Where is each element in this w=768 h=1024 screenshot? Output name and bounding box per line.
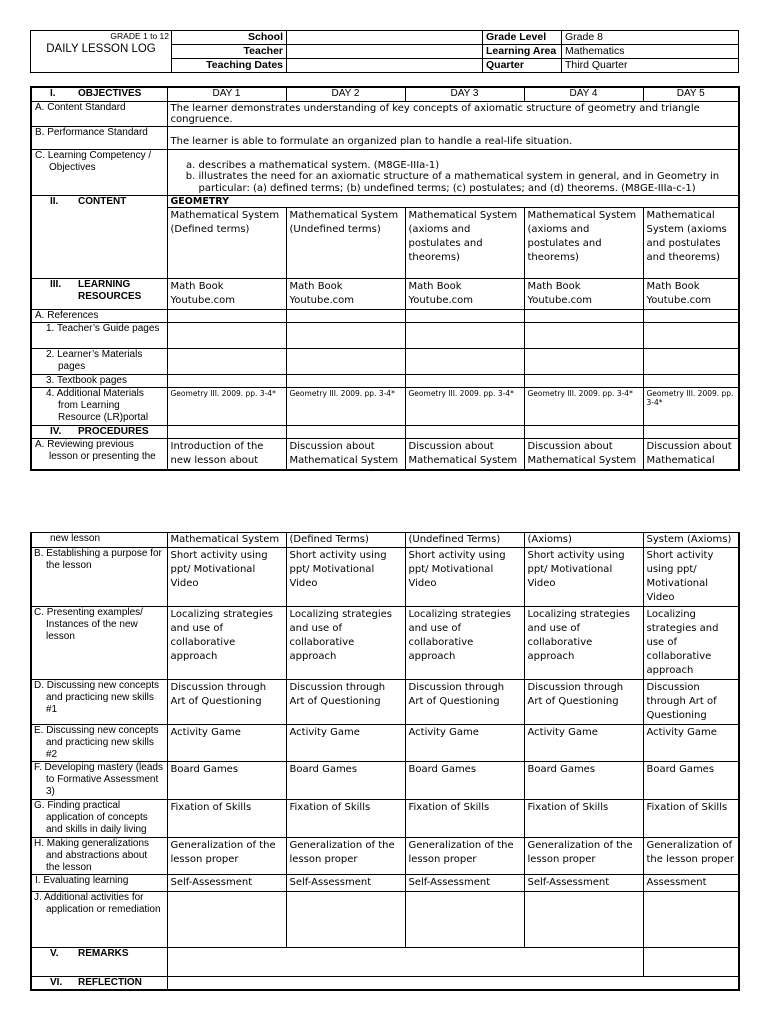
procedure-f-label: F. Developing mastery (leads to Formative Assessment 3) — [31, 762, 167, 800]
learning-area-value: Mathematics — [562, 45, 739, 59]
tg-cell[interactable] — [167, 322, 286, 348]
teacher-label: Teacher — [172, 45, 287, 59]
procedure-h-day: Generalization of the lesson proper — [405, 838, 524, 875]
day-header: DAY 5 — [643, 87, 739, 101]
additional-materials-day: Geometry III. 2009. pp. 3-4* — [405, 387, 524, 425]
resources-day — [286, 278, 405, 309]
procedure-a-day: Discussion about Mathematical System — [405, 438, 524, 470]
remarks-field[interactable] — [167, 948, 643, 977]
content-day: Mathematical System (axioms and postulates and theorems) — [405, 207, 524, 278]
procedure-e-day: Activity Game — [286, 725, 405, 762]
objectives-num: I. — [50, 88, 56, 99]
procedure-j-label: J. Additional activities for application or remediation — [31, 892, 167, 948]
reflection-title: REFLECTION — [78, 977, 142, 988]
procedure-b-day: Short activity using ppt/ Motivational Video — [643, 548, 739, 607]
references-cell[interactable] — [524, 309, 643, 322]
resource-youtube: Youtube.com — [527, 294, 593, 306]
resource-math-book: Math Book — [289, 280, 343, 292]
procedure-a-cont: Mathematical System — [167, 533, 286, 548]
learning-area-label: Learning Area — [483, 45, 562, 59]
reflection-heading — [31, 977, 167, 991]
dates-field[interactable] — [287, 59, 483, 73]
procedure-g-day: Fixation of Skills — [643, 800, 739, 838]
procedure-a-cont: (Axioms) — [524, 533, 643, 548]
resources-num: III. — [50, 278, 62, 290]
header-title-cell — [31, 31, 172, 73]
procedure-g-label: G. Finding practical application of concepts and skills in daily living — [31, 800, 167, 838]
textbook-cell[interactable] — [286, 374, 405, 387]
resource-math-book: Math Book — [408, 280, 462, 292]
lm-label: 2. Learner’s Materials pages — [31, 348, 167, 374]
procedure-b-label: B. Establishing a purpose for the lesson — [31, 548, 167, 607]
reflection-field[interactable] — [167, 977, 739, 991]
procedures-cell — [524, 425, 643, 438]
lm-cell[interactable] — [286, 348, 405, 374]
page-title: DAILY LESSON LOG — [46, 43, 156, 55]
day-header: DAY 4 — [524, 87, 643, 101]
procedure-i-day: Assessment — [643, 875, 739, 892]
procedures-cell — [286, 425, 405, 438]
procedure-e-day: Activity Game — [524, 725, 643, 762]
resource-youtube: Youtube.com — [170, 294, 236, 306]
competency-list-cell — [167, 149, 739, 195]
procedure-i-label: I. Evaluating learning — [31, 875, 167, 892]
tg-cell[interactable] — [524, 322, 643, 348]
performance-standard-label: B. Performance Standard — [31, 126, 167, 149]
resource-youtube: Youtube.com — [289, 294, 355, 306]
procedure-e-label: E. Discussing new concepts and practicing new skills #2 — [31, 725, 167, 762]
procedure-a-line3: new lesson — [31, 533, 167, 548]
procedure-j-cell[interactable] — [405, 892, 524, 948]
lm-cell[interactable] — [524, 348, 643, 374]
grade-range: GRADE 1 to 12 — [110, 31, 169, 41]
content-title: CONTENT — [78, 195, 127, 207]
procedure-e-day: Activity Game — [167, 725, 286, 762]
procedure-i-day: Self-Assessment — [524, 875, 643, 892]
performance-standard-text: The learner is able to formulate an organized plan to handle a real-life situation. — [167, 126, 739, 149]
references-cell[interactable] — [405, 309, 524, 322]
procedure-a-day: Discussion about Mathematical System — [286, 438, 405, 470]
procedures-num: IV. — [50, 425, 62, 437]
resource-youtube: Youtube.com — [408, 294, 474, 306]
tg-cell[interactable] — [405, 322, 524, 348]
resources-day — [643, 278, 739, 309]
procedure-i-day: Self-Assessment — [167, 875, 286, 892]
school-label: School — [172, 31, 287, 45]
resources-day — [167, 278, 286, 309]
procedure-a-label — [31, 438, 167, 470]
procedure-f-day: Board Games — [405, 762, 524, 800]
procedures-heading — [31, 425, 167, 438]
procedures-title: PROCEDURES — [78, 425, 149, 437]
procedure-g-day: Fixation of Skills — [405, 800, 524, 838]
procedure-d-day: Discussion through Art of Questioning — [405, 680, 524, 725]
procedure-a-cont: (Defined Terms) — [286, 533, 405, 548]
additional-materials-day: Geometry III. 2009. pp. 3-4* — [524, 387, 643, 425]
resources-day — [405, 278, 524, 309]
procedure-b-day: Short activity using ppt/ Motivational Video — [167, 548, 286, 607]
textbook-cell[interactable] — [643, 374, 739, 387]
header-table — [30, 30, 739, 73]
grade-level-value: Grade 8 — [562, 31, 739, 45]
procedure-a-line1: A. Reviewing previous — [35, 438, 134, 450]
resource-math-book: Math Book — [170, 280, 224, 292]
lesson-table-page-2 — [30, 532, 740, 991]
competency-label-line2: Objectives — [49, 161, 96, 173]
lm-cell[interactable] — [167, 348, 286, 374]
procedure-d-day: Discussion through Art of Questioning — [643, 680, 739, 725]
procedure-b-day: Short activity using ppt/ Motivational Video — [524, 548, 643, 607]
procedure-a-cont: System (Axioms) — [643, 533, 739, 548]
content-day: Mathematical System (Undefined terms) — [286, 207, 405, 278]
procedure-j-cell[interactable] — [524, 892, 643, 948]
quarter-value: Third Quarter — [562, 59, 739, 73]
procedure-a-line2: lesson or presenting the — [49, 450, 156, 462]
resources-title-2: RESOURCES — [78, 290, 142, 302]
grade-level-label: Grade Level — [483, 31, 562, 45]
content-day: Mathematical System (Defined terms) — [167, 207, 286, 278]
dates-label: Teaching Dates — [172, 59, 287, 73]
lesson-table-page-1 — [30, 86, 740, 471]
remarks-num: V. — [50, 948, 59, 959]
references-cell[interactable] — [286, 309, 405, 322]
procedure-j-cell[interactable] — [286, 892, 405, 948]
textbook-cell[interactable] — [405, 374, 524, 387]
procedure-j-cell[interactable] — [167, 892, 286, 948]
day-header: DAY 3 — [405, 87, 524, 101]
procedure-i-day: Self-Assessment — [286, 875, 405, 892]
procedure-e-day: Activity Game — [643, 725, 739, 762]
procedure-g-day: Fixation of Skills — [286, 800, 405, 838]
procedure-h-label: H. Making generalizations and abstractions about the lesson — [31, 838, 167, 875]
resource-youtube: Youtube.com — [646, 294, 712, 306]
procedure-c-day: Localizing strategies and use of collaborative approach — [286, 607, 405, 680]
additional-materials-label: 4. Additional Materials from Learning Resource (LR)portal — [31, 387, 167, 425]
content-day: Mathematical System (axioms and postulates and theorems) — [524, 207, 643, 278]
additional-materials-day: Geometry III. 2009. pp. 3-4* — [643, 387, 739, 425]
procedures-cell — [643, 425, 739, 438]
procedure-h-day: Generalization of the lesson proper — [524, 838, 643, 875]
textbook-cell[interactable] — [524, 374, 643, 387]
content-heading — [31, 195, 167, 278]
additional-materials-day: Geometry III. 2009. pp. 3-4* — [286, 387, 405, 425]
procedure-d-day: Discussion through Art of Questioning — [286, 680, 405, 725]
procedure-d-day: Discussion through Art of Questioning — [167, 680, 286, 725]
procedure-h-day: Generalization of the lesson proper — [286, 838, 405, 875]
objectives-heading — [31, 87, 167, 101]
day-header: DAY 1 — [167, 87, 286, 101]
procedure-a-cont: (Undefined Terms) — [405, 533, 524, 548]
day-header: DAY 2 — [286, 87, 405, 101]
competency-list — [171, 160, 736, 195]
additional-materials-day: Geometry III. 2009. pp. 3-4* — [167, 387, 286, 425]
procedure-c-day: Localizing strategies and use of collaborative approach — [643, 607, 739, 680]
procedure-c-label: C. Presenting examples/ Instances of the new lesson — [31, 607, 167, 680]
procedure-b-day: Short activity using ppt/ Motivational Video — [405, 548, 524, 607]
remarks-title: REMARKS — [78, 948, 129, 959]
procedure-f-day: Board Games — [643, 762, 739, 800]
resource-math-book: Math Book — [527, 280, 581, 292]
tg-cell[interactable] — [643, 322, 739, 348]
textbook-cell[interactable] — [167, 374, 286, 387]
procedure-a-day: Discussion about Mathematical — [643, 438, 739, 470]
competency-label-line1: C. Learning Competency / — [35, 149, 152, 161]
resources-heading — [31, 278, 167, 309]
procedure-e-day: Activity Game — [405, 725, 524, 762]
content-standard-text: The learner demonstrates understanding of key concepts of axiomatic structure of geometry and triangle congruence. — [167, 101, 739, 126]
procedure-d-day: Discussion through Art of Questioning — [524, 680, 643, 725]
procedure-a-day: Introduction of the new lesson about — [167, 438, 286, 470]
competency-item: b. illustrates the need for an axiomatic structure of a mathematical system in general, and in Geometry in particular: (a) defined terms; (b) undefined terms; (c) postulates; and (d) theorems. (M8GE-IIIa-c-1) — [199, 171, 736, 194]
lm-cell[interactable] — [643, 348, 739, 374]
tg-label: 1. Teacher’s Guide pages — [31, 322, 167, 348]
lm-cell[interactable] — [405, 348, 524, 374]
procedure-f-day: Board Games — [524, 762, 643, 800]
procedure-d-label: D. Discussing new concepts and practicing new skills #1 — [31, 680, 167, 725]
reflection-num: VI. — [50, 977, 63, 988]
procedure-h-day: Generalization of the lesson proper — [643, 838, 739, 875]
references-cell[interactable] — [167, 309, 286, 322]
procedure-c-day: Localizing strategies and use of collaborative approach — [405, 607, 524, 680]
procedure-b-day: Short activity using ppt/ Motivational Video — [286, 548, 405, 607]
procedure-h-day: Generalization of the lesson proper — [167, 838, 286, 875]
content-day: Mathematical System (axioms and postulates and theorems) — [643, 207, 739, 278]
procedure-g-day: Fixation of Skills — [167, 800, 286, 838]
procedure-c-day: Localizing strategies and use of collaborative approach — [167, 607, 286, 680]
resources-day — [524, 278, 643, 309]
procedure-a-day: Discussion about Mathematical System — [524, 438, 643, 470]
procedure-j-cell[interactable] — [643, 892, 739, 948]
resources-title-1: LEARNING — [78, 278, 131, 290]
content-subject: GEOMETRY — [167, 195, 739, 207]
remarks-heading — [31, 948, 167, 977]
procedure-g-day: Fixation of Skills — [524, 800, 643, 838]
content-num: II. — [50, 195, 59, 207]
textbook-label: 3. Textbook pages — [31, 374, 167, 387]
competency-item: a. describes a mathematical system. (M8GE-IIIa-1) — [199, 160, 736, 172]
procedure-c-day: Localizing strategies and use of collaborative approach — [524, 607, 643, 680]
tg-cell[interactable] — [286, 322, 405, 348]
procedure-f-day: Board Games — [286, 762, 405, 800]
references-label: A. References — [31, 309, 167, 322]
competency-label — [31, 149, 167, 195]
references-cell[interactable] — [643, 309, 739, 322]
procedures-cell — [167, 425, 286, 438]
procedure-f-day: Board Games — [167, 762, 286, 800]
teacher-field[interactable] — [287, 45, 483, 59]
resource-math-book: Math Book — [646, 280, 700, 292]
objectives-title: OBJECTIVES — [78, 88, 142, 99]
school-field[interactable] — [287, 31, 483, 45]
content-standard-label: A. Content Standard — [31, 101, 167, 126]
remarks-field-day5[interactable] — [643, 948, 739, 977]
quarter-label: Quarter — [483, 59, 562, 73]
procedure-i-day: Self-Assessment — [405, 875, 524, 892]
procedures-cell — [405, 425, 524, 438]
